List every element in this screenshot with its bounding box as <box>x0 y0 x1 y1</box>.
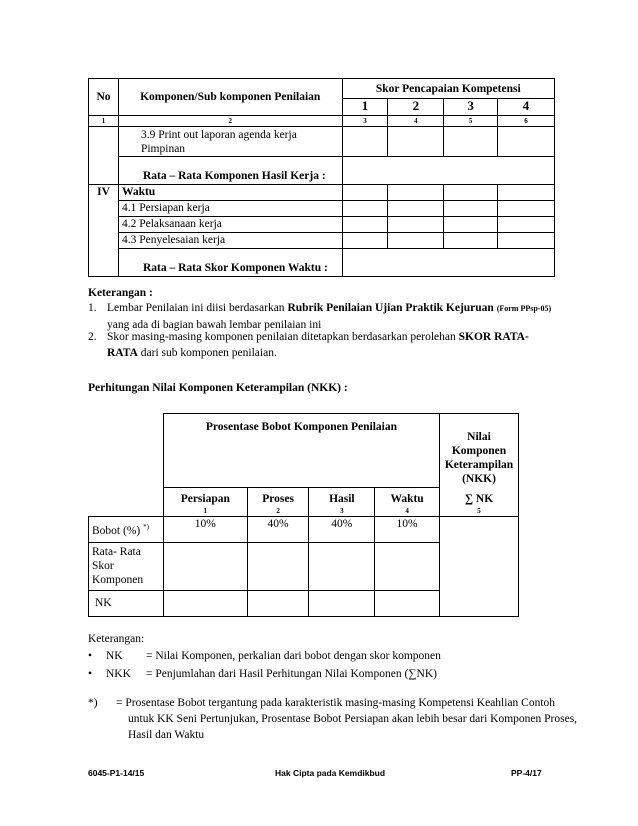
col-hasil: Hasil <box>309 488 375 506</box>
score-cell <box>444 185 498 201</box>
header-score-3: 3 <box>444 99 498 116</box>
header-score-1: 1 <box>342 99 388 116</box>
sub-item-label: 4.3 Penyelesaian kerja <box>118 233 342 249</box>
index-cell: 5 <box>444 116 498 127</box>
score-cell <box>342 217 388 233</box>
footer-copyright: Hak Cipta pada Kemdikbud <box>275 768 386 778</box>
sub-item-label: 4.2 Pelaksanaan kerja <box>118 217 342 233</box>
score-cell <box>498 233 555 249</box>
index-cell: 3 <box>342 116 388 127</box>
header-no: No <box>89 79 119 116</box>
index-cell: 1 <box>89 116 119 127</box>
bullet-nkk: • NKK = Penjumlahan dari Hasil Perhitungan Nilai Komponen (∑NK) <box>88 668 437 680</box>
index-cell: 4 <box>388 116 444 127</box>
header-nkk: Nilai Komponen Keterampilan (NKK) <box>439 414 518 488</box>
bobot-value: 10% <box>163 516 247 542</box>
rata-cell <box>247 542 309 590</box>
score-cell <box>342 185 388 201</box>
score-cell <box>498 217 555 233</box>
col-index: 5 <box>439 506 518 517</box>
nkk-section-title: Perhitungan Nilai Komponen Keterampilan (NKK) : <box>88 382 348 394</box>
score-cell <box>444 201 498 217</box>
blank-corner <box>89 414 164 488</box>
index-cell: 2 <box>118 116 342 127</box>
item-3-9-label: 3.9 Print out laporan agenda kerja Pimpinan <box>118 127 342 157</box>
keterangan2-title: Keterangan: <box>88 633 145 645</box>
header-komponen: Komponen/Sub komponen Penilaian <box>118 79 342 116</box>
score-cell <box>342 233 388 249</box>
sub-item-label: 4.1 Persiapan kerja <box>118 201 342 217</box>
col-index: 1 <box>163 506 247 517</box>
note-1-text: Lembar Penilaian ini diisi berdasarkan Rubrik Penilaian Ujian Praktik Kejuruan (Form PPsp-05) yang ada di bagian bawah lembar penilaian ini <box>107 302 552 331</box>
rata-waktu-value <box>342 249 555 277</box>
bobot-value: 40% <box>247 516 309 542</box>
col-index: 2 <box>247 506 309 517</box>
rata-cell <box>375 542 440 590</box>
score-cell <box>388 127 444 157</box>
bullet-icon: • <box>88 650 93 662</box>
bullet-icon: • <box>88 668 93 680</box>
rata-waktu-label: Rata – Rata Skor Komponen Waktu : <box>118 249 342 277</box>
nk-cell <box>375 590 440 616</box>
bobot-value: 10% <box>375 516 440 542</box>
row-rata-label: Rata- Rata Skor Komponen <box>89 542 164 590</box>
section-no: IV <box>89 185 119 277</box>
competency-score-table <box>88 78 555 277</box>
score-cell <box>444 233 498 249</box>
nk-cell <box>247 590 309 616</box>
footnote-text: = Prosentase Bobot tergantung pada karakteristik masing-masing Kompetensi Keahlian Contoh untuk KK Seni Pertunjukan, Prosentase Bobot Persiapan akan lebih besar dari Komponen Proses, Hasil dan Waktu <box>116 697 578 741</box>
score-cell <box>444 127 498 157</box>
nkk-table <box>88 413 519 617</box>
header-bobot: Prosentase Bobot Komponen Penilaian <box>163 414 439 488</box>
empty-no-cell <box>89 127 119 185</box>
score-cell <box>342 201 388 217</box>
header-skor: Skor Pencapaian Kompetensi <box>342 79 555 99</box>
nkk-result-cell <box>439 516 518 616</box>
bullet-nk: • NK = Nilai Komponen, perkalian dari bobot dengan skor komponen <box>88 650 441 662</box>
note-number: 1. <box>88 302 97 314</box>
header-score-2: 2 <box>388 99 444 116</box>
score-cell <box>444 217 498 233</box>
col-persiapan: Persiapan <box>163 488 247 506</box>
rata-cell <box>309 542 375 590</box>
nk-cell <box>163 590 247 616</box>
rata-cell <box>163 542 247 590</box>
col-waktu: Waktu <box>375 488 440 506</box>
score-cell <box>388 185 444 201</box>
score-cell <box>498 127 555 157</box>
note-2-text: Skor masing-masing komponen penilaian ditetapkan berdasarkan perolehan SKOR RATA-RATA dari sub komponen penilaian. <box>107 331 529 359</box>
score-cell <box>388 233 444 249</box>
score-cell <box>498 185 555 201</box>
score-cell <box>388 217 444 233</box>
rata-hasil-value <box>342 157 555 185</box>
col-index: 4 <box>375 506 440 517</box>
index-cell: 6 <box>498 116 555 127</box>
col-sum-nk: ∑ NK <box>439 488 518 506</box>
score-cell <box>498 201 555 217</box>
score-cell <box>388 201 444 217</box>
score-cell <box>342 127 388 157</box>
rata-hasil-label: Rata – Rata Komponen Hasil Kerja : <box>118 157 342 185</box>
note-number: 2. <box>88 331 97 343</box>
footer-page: PP-4/17 <box>511 768 542 778</box>
keterangan-title: Keterangan : <box>88 287 153 299</box>
footnote-mark: *) <box>88 697 98 709</box>
nk-cell <box>309 590 375 616</box>
bobot-value: 40% <box>309 516 375 542</box>
section-title: Waktu <box>118 185 342 201</box>
col-proses: Proses <box>247 488 309 506</box>
footer-code: 6045-P1-14/15 <box>88 768 145 778</box>
row-bobot-label: Bobot (%) *) <box>89 516 164 542</box>
col-index: 3 <box>309 506 375 517</box>
row-nk-label: NK <box>89 590 164 616</box>
header-score-4: 4 <box>498 99 555 116</box>
